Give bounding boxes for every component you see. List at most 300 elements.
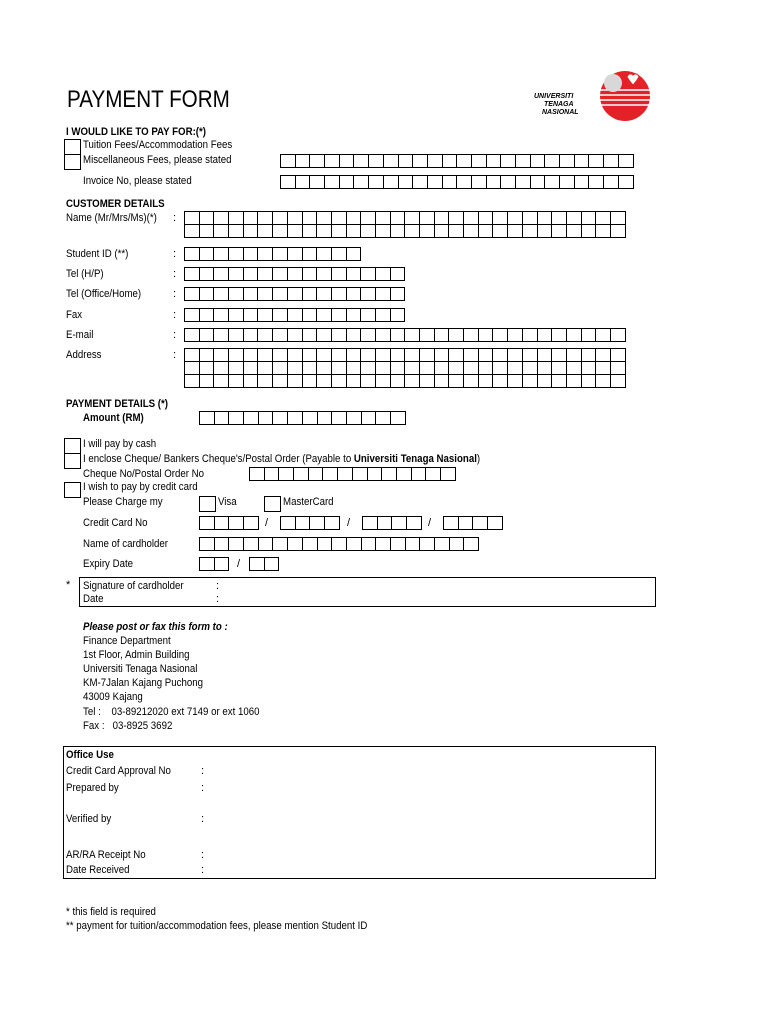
char-box[interactable] <box>272 308 288 322</box>
char-box[interactable] <box>272 328 288 342</box>
char-box[interactable] <box>228 267 244 281</box>
char-box[interactable] <box>478 361 494 375</box>
char-box[interactable] <box>419 211 435 225</box>
char-box[interactable] <box>249 557 265 571</box>
char-box[interactable] <box>257 361 273 375</box>
char-box[interactable] <box>404 328 420 342</box>
char-box[interactable] <box>213 224 229 238</box>
char-box[interactable] <box>390 328 406 342</box>
char-box[interactable] <box>537 374 553 388</box>
char-box[interactable] <box>213 287 229 301</box>
char-box[interactable] <box>537 211 553 225</box>
char-box[interactable] <box>199 411 215 425</box>
char-box[interactable] <box>390 411 406 425</box>
char-box[interactable] <box>228 348 244 362</box>
char-box[interactable] <box>375 267 391 281</box>
char-box[interactable] <box>317 537 333 551</box>
char-box[interactable] <box>566 374 582 388</box>
char-box[interactable] <box>316 224 332 238</box>
char-box[interactable] <box>472 516 488 530</box>
char-box[interactable] <box>360 287 376 301</box>
char-box[interactable] <box>228 537 244 551</box>
char-box[interactable] <box>390 224 406 238</box>
address-input-row-3[interactable] <box>184 374 626 388</box>
char-box[interactable] <box>302 411 318 425</box>
char-box[interactable] <box>478 374 494 388</box>
char-box[interactable] <box>486 175 502 189</box>
mastercard-checkbox[interactable] <box>264 496 281 512</box>
char-box[interactable] <box>317 411 333 425</box>
char-box[interactable] <box>463 211 479 225</box>
email-input[interactable] <box>184 328 626 342</box>
char-box[interactable] <box>213 211 229 225</box>
char-box[interactable] <box>448 328 464 342</box>
char-box[interactable] <box>375 537 391 551</box>
char-box[interactable] <box>566 224 582 238</box>
char-box[interactable] <box>257 348 273 362</box>
char-box[interactable] <box>434 328 450 342</box>
char-box[interactable] <box>478 348 494 362</box>
expiry-year-input[interactable] <box>249 557 279 571</box>
char-box[interactable] <box>339 154 355 168</box>
char-box[interactable] <box>243 361 259 375</box>
char-box[interactable] <box>324 154 340 168</box>
char-box[interactable] <box>522 224 538 238</box>
char-box[interactable] <box>302 287 318 301</box>
char-box[interactable] <box>287 287 303 301</box>
cheque-checkbox[interactable] <box>64 453 81 469</box>
char-box[interactable] <box>419 328 435 342</box>
char-box[interactable] <box>199 267 215 281</box>
char-box[interactable] <box>492 361 508 375</box>
char-box[interactable] <box>487 516 503 530</box>
char-box[interactable] <box>346 361 362 375</box>
char-box[interactable] <box>492 374 508 388</box>
char-box[interactable] <box>559 154 575 168</box>
char-box[interactable] <box>581 224 597 238</box>
char-box[interactable] <box>257 374 273 388</box>
card-no-group-3[interactable] <box>362 516 422 530</box>
char-box[interactable] <box>610 211 626 225</box>
char-box[interactable] <box>442 154 458 168</box>
char-box[interactable] <box>443 516 459 530</box>
char-box[interactable] <box>507 361 523 375</box>
char-box[interactable] <box>419 348 435 362</box>
char-box[interactable] <box>302 211 318 225</box>
char-box[interactable] <box>243 267 259 281</box>
char-box[interactable] <box>603 175 619 189</box>
char-box[interactable] <box>362 516 378 530</box>
holder-input[interactable] <box>199 537 479 551</box>
char-box[interactable] <box>287 361 303 375</box>
char-box[interactable] <box>507 374 523 388</box>
char-box[interactable] <box>610 328 626 342</box>
char-box[interactable] <box>184 224 200 238</box>
char-box[interactable] <box>581 211 597 225</box>
char-box[interactable] <box>390 267 406 281</box>
char-box[interactable] <box>411 467 427 481</box>
char-box[interactable] <box>346 247 362 261</box>
char-box[interactable] <box>257 328 273 342</box>
char-box[interactable] <box>449 537 465 551</box>
char-box[interactable] <box>360 348 376 362</box>
char-box[interactable] <box>331 267 347 281</box>
char-box[interactable] <box>199 557 215 571</box>
char-box[interactable] <box>199 287 215 301</box>
char-box[interactable] <box>515 175 531 189</box>
char-box[interactable] <box>331 224 347 238</box>
char-box[interactable] <box>346 348 362 362</box>
char-box[interactable] <box>405 537 421 551</box>
char-box[interactable] <box>302 348 318 362</box>
char-box[interactable] <box>610 374 626 388</box>
char-box[interactable] <box>537 361 553 375</box>
char-box[interactable] <box>213 247 229 261</box>
char-box[interactable] <box>390 537 406 551</box>
char-box[interactable] <box>566 211 582 225</box>
char-box[interactable] <box>316 348 332 362</box>
char-box[interactable] <box>243 224 259 238</box>
char-box[interactable] <box>199 211 215 225</box>
char-box[interactable] <box>434 348 450 362</box>
char-box[interactable] <box>566 328 582 342</box>
char-box[interactable] <box>375 211 391 225</box>
char-box[interactable] <box>375 308 391 322</box>
char-box[interactable] <box>287 247 303 261</box>
char-box[interactable] <box>331 287 347 301</box>
address-input-row-1[interactable] <box>184 348 626 362</box>
char-box[interactable] <box>588 154 604 168</box>
char-box[interactable] <box>507 224 523 238</box>
char-box[interactable] <box>581 361 597 375</box>
char-box[interactable] <box>272 411 288 425</box>
char-box[interactable] <box>375 361 391 375</box>
char-box[interactable] <box>440 467 456 481</box>
char-box[interactable] <box>316 267 332 281</box>
char-box[interactable] <box>331 348 347 362</box>
tel-office-input[interactable] <box>184 287 405 301</box>
char-box[interactable] <box>213 374 229 388</box>
char-box[interactable] <box>427 175 443 189</box>
char-box[interactable] <box>486 154 502 168</box>
misc-checkbox[interactable] <box>64 154 81 170</box>
char-box[interactable] <box>316 287 332 301</box>
char-box[interactable] <box>551 224 567 238</box>
char-box[interactable] <box>199 516 215 530</box>
char-box[interactable] <box>375 411 391 425</box>
char-box[interactable] <box>419 537 435 551</box>
char-box[interactable] <box>456 154 472 168</box>
char-box[interactable] <box>337 467 353 481</box>
char-box[interactable] <box>331 411 347 425</box>
char-box[interactable] <box>280 516 296 530</box>
char-box[interactable] <box>302 267 318 281</box>
char-box[interactable] <box>199 224 215 238</box>
char-box[interactable] <box>375 287 391 301</box>
char-box[interactable] <box>448 211 464 225</box>
char-box[interactable] <box>331 361 347 375</box>
char-box[interactable] <box>537 348 553 362</box>
char-box[interactable] <box>595 211 611 225</box>
fax-input[interactable] <box>184 308 405 322</box>
char-box[interactable] <box>322 467 338 481</box>
char-box[interactable] <box>463 328 479 342</box>
char-box[interactable] <box>361 411 377 425</box>
char-box[interactable] <box>352 467 368 481</box>
char-box[interactable] <box>243 348 259 362</box>
char-box[interactable] <box>522 361 538 375</box>
char-box[interactable] <box>346 267 362 281</box>
char-box[interactable] <box>537 224 553 238</box>
char-box[interactable] <box>272 374 288 388</box>
char-box[interactable] <box>390 374 406 388</box>
char-box[interactable] <box>346 211 362 225</box>
char-box[interactable] <box>419 224 435 238</box>
char-box[interactable] <box>213 308 229 322</box>
char-box[interactable] <box>442 175 458 189</box>
char-box[interactable] <box>264 557 280 571</box>
char-box[interactable] <box>391 516 407 530</box>
char-box[interactable] <box>507 211 523 225</box>
char-box[interactable] <box>278 467 294 481</box>
card-no-group-1[interactable] <box>199 516 259 530</box>
char-box[interactable] <box>551 361 567 375</box>
char-box[interactable] <box>199 328 215 342</box>
char-box[interactable] <box>280 175 296 189</box>
char-box[interactable] <box>610 348 626 362</box>
char-box[interactable] <box>595 374 611 388</box>
char-box[interactable] <box>492 328 508 342</box>
char-box[interactable] <box>492 224 508 238</box>
char-box[interactable] <box>302 537 318 551</box>
char-box[interactable] <box>331 328 347 342</box>
char-box[interactable] <box>243 328 259 342</box>
char-box[interactable] <box>434 224 450 238</box>
tel-hp-input[interactable] <box>184 267 405 281</box>
char-box[interactable] <box>346 224 362 238</box>
char-box[interactable] <box>404 348 420 362</box>
char-box[interactable] <box>515 154 531 168</box>
char-box[interactable] <box>287 411 303 425</box>
char-box[interactable] <box>551 348 567 362</box>
char-box[interactable] <box>434 211 450 225</box>
char-box[interactable] <box>243 374 259 388</box>
char-box[interactable] <box>522 328 538 342</box>
char-box[interactable] <box>412 175 428 189</box>
char-box[interactable] <box>581 348 597 362</box>
char-box[interactable] <box>603 154 619 168</box>
char-box[interactable] <box>272 348 288 362</box>
char-box[interactable] <box>346 287 362 301</box>
char-box[interactable] <box>295 516 311 530</box>
char-box[interactable] <box>287 267 303 281</box>
char-box[interactable] <box>595 224 611 238</box>
char-box[interactable] <box>309 516 325 530</box>
char-box[interactable] <box>551 374 567 388</box>
char-box[interactable] <box>272 537 288 551</box>
char-box[interactable] <box>331 308 347 322</box>
char-box[interactable] <box>492 348 508 362</box>
char-box[interactable] <box>243 516 259 530</box>
char-box[interactable] <box>551 328 567 342</box>
char-box[interactable] <box>272 224 288 238</box>
student-id-input[interactable] <box>184 247 361 261</box>
char-box[interactable] <box>308 467 324 481</box>
char-box[interactable] <box>214 411 230 425</box>
char-box[interactable] <box>360 328 376 342</box>
cheque-no-input[interactable] <box>249 467 456 481</box>
char-box[interactable] <box>463 348 479 362</box>
misc-fees-input[interactable] <box>280 154 634 168</box>
char-box[interactable] <box>478 328 494 342</box>
char-box[interactable] <box>396 467 412 481</box>
char-box[interactable] <box>390 308 406 322</box>
char-box[interactable] <box>404 224 420 238</box>
char-box[interactable] <box>404 361 420 375</box>
char-box[interactable] <box>398 175 414 189</box>
char-box[interactable] <box>184 361 200 375</box>
char-box[interactable] <box>507 348 523 362</box>
char-box[interactable] <box>537 328 553 342</box>
char-box[interactable] <box>367 467 383 481</box>
char-box[interactable] <box>448 374 464 388</box>
char-box[interactable] <box>272 247 288 261</box>
char-box[interactable] <box>463 537 479 551</box>
char-box[interactable] <box>228 361 244 375</box>
char-box[interactable] <box>287 537 303 551</box>
tuition-checkbox[interactable] <box>64 139 81 155</box>
char-box[interactable] <box>398 154 414 168</box>
char-box[interactable] <box>302 374 318 388</box>
expiry-month-input[interactable] <box>199 557 229 571</box>
char-box[interactable] <box>353 175 369 189</box>
char-box[interactable] <box>213 361 229 375</box>
char-box[interactable] <box>530 154 546 168</box>
char-box[interactable] <box>331 537 347 551</box>
char-box[interactable] <box>228 516 244 530</box>
char-box[interactable] <box>419 374 435 388</box>
char-box[interactable] <box>272 211 288 225</box>
char-box[interactable] <box>383 154 399 168</box>
char-box[interactable] <box>316 247 332 261</box>
char-box[interactable] <box>228 224 244 238</box>
card-no-group-2[interactable] <box>280 516 340 530</box>
char-box[interactable] <box>566 348 582 362</box>
char-box[interactable] <box>302 224 318 238</box>
char-box[interactable] <box>199 374 215 388</box>
char-box[interactable] <box>316 308 332 322</box>
char-box[interactable] <box>199 537 215 551</box>
char-box[interactable] <box>339 175 355 189</box>
char-box[interactable] <box>353 154 369 168</box>
char-box[interactable] <box>214 537 230 551</box>
char-box[interactable] <box>287 308 303 322</box>
char-box[interactable] <box>184 374 200 388</box>
char-box[interactable] <box>287 328 303 342</box>
char-box[interactable] <box>243 211 259 225</box>
char-box[interactable] <box>404 374 420 388</box>
char-box[interactable] <box>228 287 244 301</box>
char-box[interactable] <box>406 516 422 530</box>
char-box[interactable] <box>500 154 516 168</box>
char-box[interactable] <box>595 348 611 362</box>
name-input-row-1[interactable] <box>184 211 626 225</box>
cash-checkbox[interactable] <box>64 438 81 454</box>
char-box[interactable] <box>346 308 362 322</box>
char-box[interactable] <box>610 361 626 375</box>
amount-input[interactable] <box>199 411 406 425</box>
char-box[interactable] <box>302 361 318 375</box>
char-box[interactable] <box>581 328 597 342</box>
char-box[interactable] <box>243 247 259 261</box>
char-box[interactable] <box>581 374 597 388</box>
char-box[interactable] <box>243 287 259 301</box>
char-box[interactable] <box>360 361 376 375</box>
char-box[interactable] <box>434 361 450 375</box>
char-box[interactable] <box>287 211 303 225</box>
char-box[interactable] <box>184 267 200 281</box>
char-box[interactable] <box>272 287 288 301</box>
char-box[interactable] <box>199 247 215 261</box>
char-box[interactable] <box>331 374 347 388</box>
char-box[interactable] <box>331 247 347 261</box>
char-box[interactable] <box>309 175 325 189</box>
char-box[interactable] <box>478 224 494 238</box>
char-box[interactable] <box>618 154 634 168</box>
char-box[interactable] <box>419 361 435 375</box>
char-box[interactable] <box>471 154 487 168</box>
char-box[interactable] <box>361 537 377 551</box>
char-box[interactable] <box>228 411 244 425</box>
address-input-row-2[interactable] <box>184 361 626 375</box>
char-box[interactable] <box>427 154 443 168</box>
char-box[interactable] <box>228 247 244 261</box>
char-box[interactable] <box>522 374 538 388</box>
char-box[interactable] <box>302 328 318 342</box>
char-box[interactable] <box>199 361 215 375</box>
char-box[interactable] <box>184 247 200 261</box>
char-box[interactable] <box>551 211 567 225</box>
char-box[interactable] <box>448 348 464 362</box>
char-box[interactable] <box>434 374 450 388</box>
char-box[interactable] <box>287 224 303 238</box>
credit-card-checkbox[interactable] <box>64 482 81 498</box>
char-box[interactable] <box>360 308 376 322</box>
char-box[interactable] <box>346 374 362 388</box>
char-box[interactable] <box>375 348 391 362</box>
char-box[interactable] <box>243 411 259 425</box>
char-box[interactable] <box>360 224 376 238</box>
char-box[interactable] <box>346 328 362 342</box>
char-box[interactable] <box>228 374 244 388</box>
char-box[interactable] <box>425 467 441 481</box>
char-box[interactable] <box>566 361 582 375</box>
char-box[interactable] <box>375 328 391 342</box>
char-box[interactable] <box>544 154 560 168</box>
char-box[interactable] <box>595 361 611 375</box>
char-box[interactable] <box>316 211 332 225</box>
char-box[interactable] <box>264 467 280 481</box>
char-box[interactable] <box>184 328 200 342</box>
char-box[interactable] <box>574 154 590 168</box>
name-input-row-2[interactable] <box>184 224 626 238</box>
char-box[interactable] <box>588 175 604 189</box>
char-box[interactable] <box>287 348 303 362</box>
char-box[interactable] <box>199 308 215 322</box>
char-box[interactable] <box>530 175 546 189</box>
char-box[interactable] <box>199 348 215 362</box>
char-box[interactable] <box>463 374 479 388</box>
